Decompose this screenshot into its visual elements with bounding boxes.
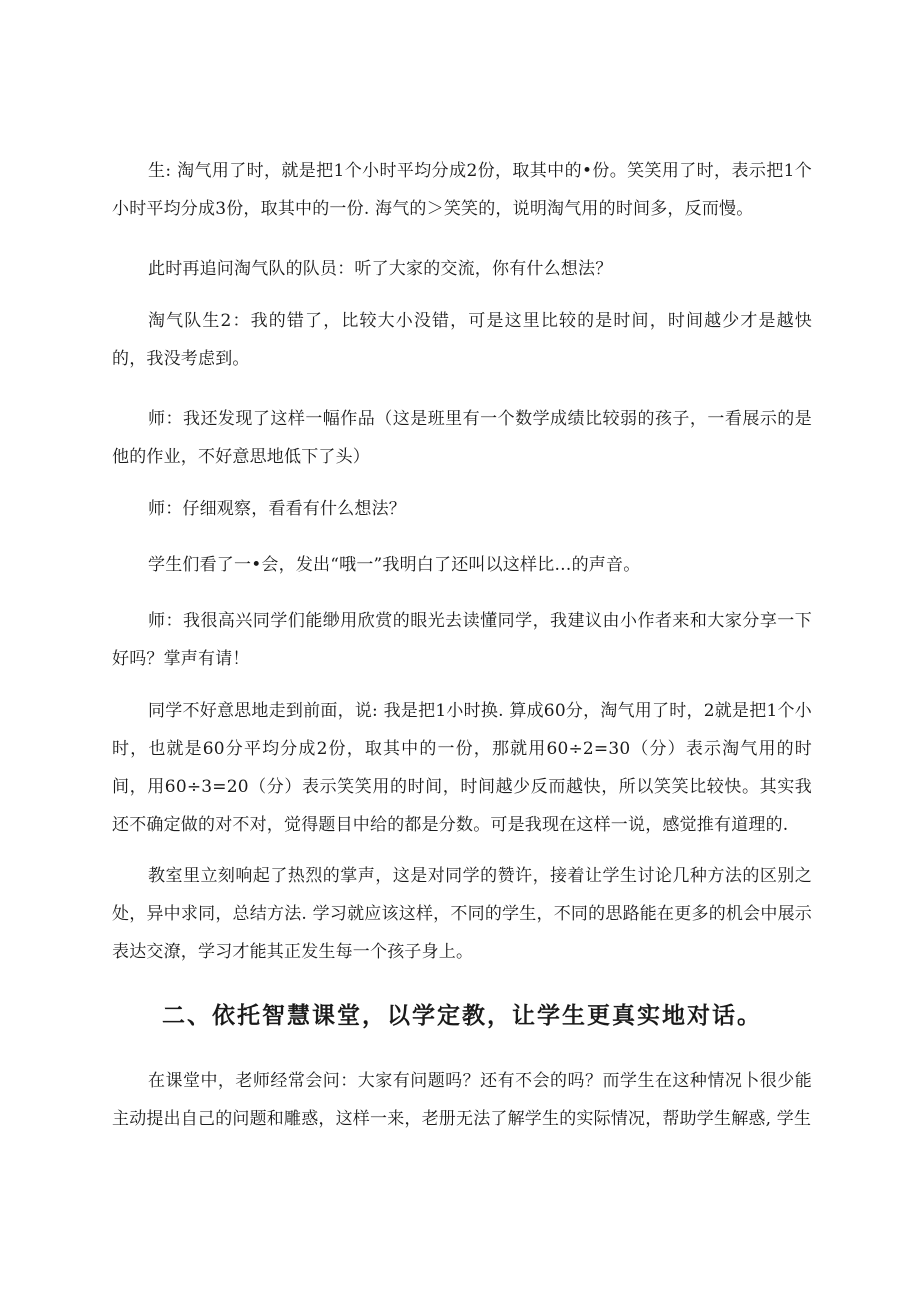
paragraph-5: 师：仔细观察，看看有什么想法？ — [148, 499, 406, 519]
paragraph-7: 师：我很高兴同学们能缈用欣赏的眼光去读懂同学，我建议由小作者来和大家分享一下好吗？掌声有请！ — [112, 611, 812, 669]
paragraph-3: 淘气队生2：我的错了，比较大小没错，可是这里比较的是时间，时间越少才是越快的，我没考虑到。 — [112, 311, 812, 369]
paragraph-6: 学生们看了一•会，发出“哦一”我明白了还叫以这样比…的声音。 — [148, 555, 641, 575]
paragraph-9: 教室里立刻响起了热烈的掌声，这是对同学的赞许，接着让学生讨论几种方法的区别之处，异中求同，总结方法. 学习就应该这样，不同的学生，不同的思路能在更多的机会中展示表达交潦，学习才能其正发生每一个孩子身上。 — [112, 866, 812, 962]
paragraph-4: 师：我还发现了这样一幅作品（这是班里有一个数学成绩比较弱的孩子，一看展示的是他的作业，不好意思地低下了头） — [112, 409, 812, 467]
paragraph-8: 同学不好意思地走到前面，说: 我是把1小时换. 算成60分，淘气用了时，2就是把1个小时，也就是60分平均分成2份，取其中的一份，那就用60÷2=30（分）表示淘气用的时间，用60÷3=20（分）表示笑笑用的时间，时间越少反而越快，所以笑笑比较快。其实我还不确定做的对不对，觉得题目中给的都是分数。可是我现在这样一说，感觉推有道理的. — [112, 701, 812, 835]
section-heading: 二、依托智慧课堂，以学定教，让学生更真实地对话。 — [162, 1002, 762, 1029]
paragraph-10: 在课堂中，老师经常会问：大家有问题吗？还有不会的吗？而学生在这种情况卜很少能主动提出自己的问题和雕惑，这样一来，老册无法了解学生的实际情况，帮助学生解惑, 学生 — [112, 1071, 812, 1129]
paragraph-1: 生: 淘气用了时，就是把1个小时平均分成2份，取其中的•份。笑笑用了时，表示把1个小时平均分成3份，取其中的一份. 海气的＞笑笑的，说明淘气用的时间多，反而慢。 — [112, 161, 812, 219]
paragraph-2: 此时再追问淘气队的队员：听了大家的交流，你有什么想法？ — [148, 259, 613, 279]
